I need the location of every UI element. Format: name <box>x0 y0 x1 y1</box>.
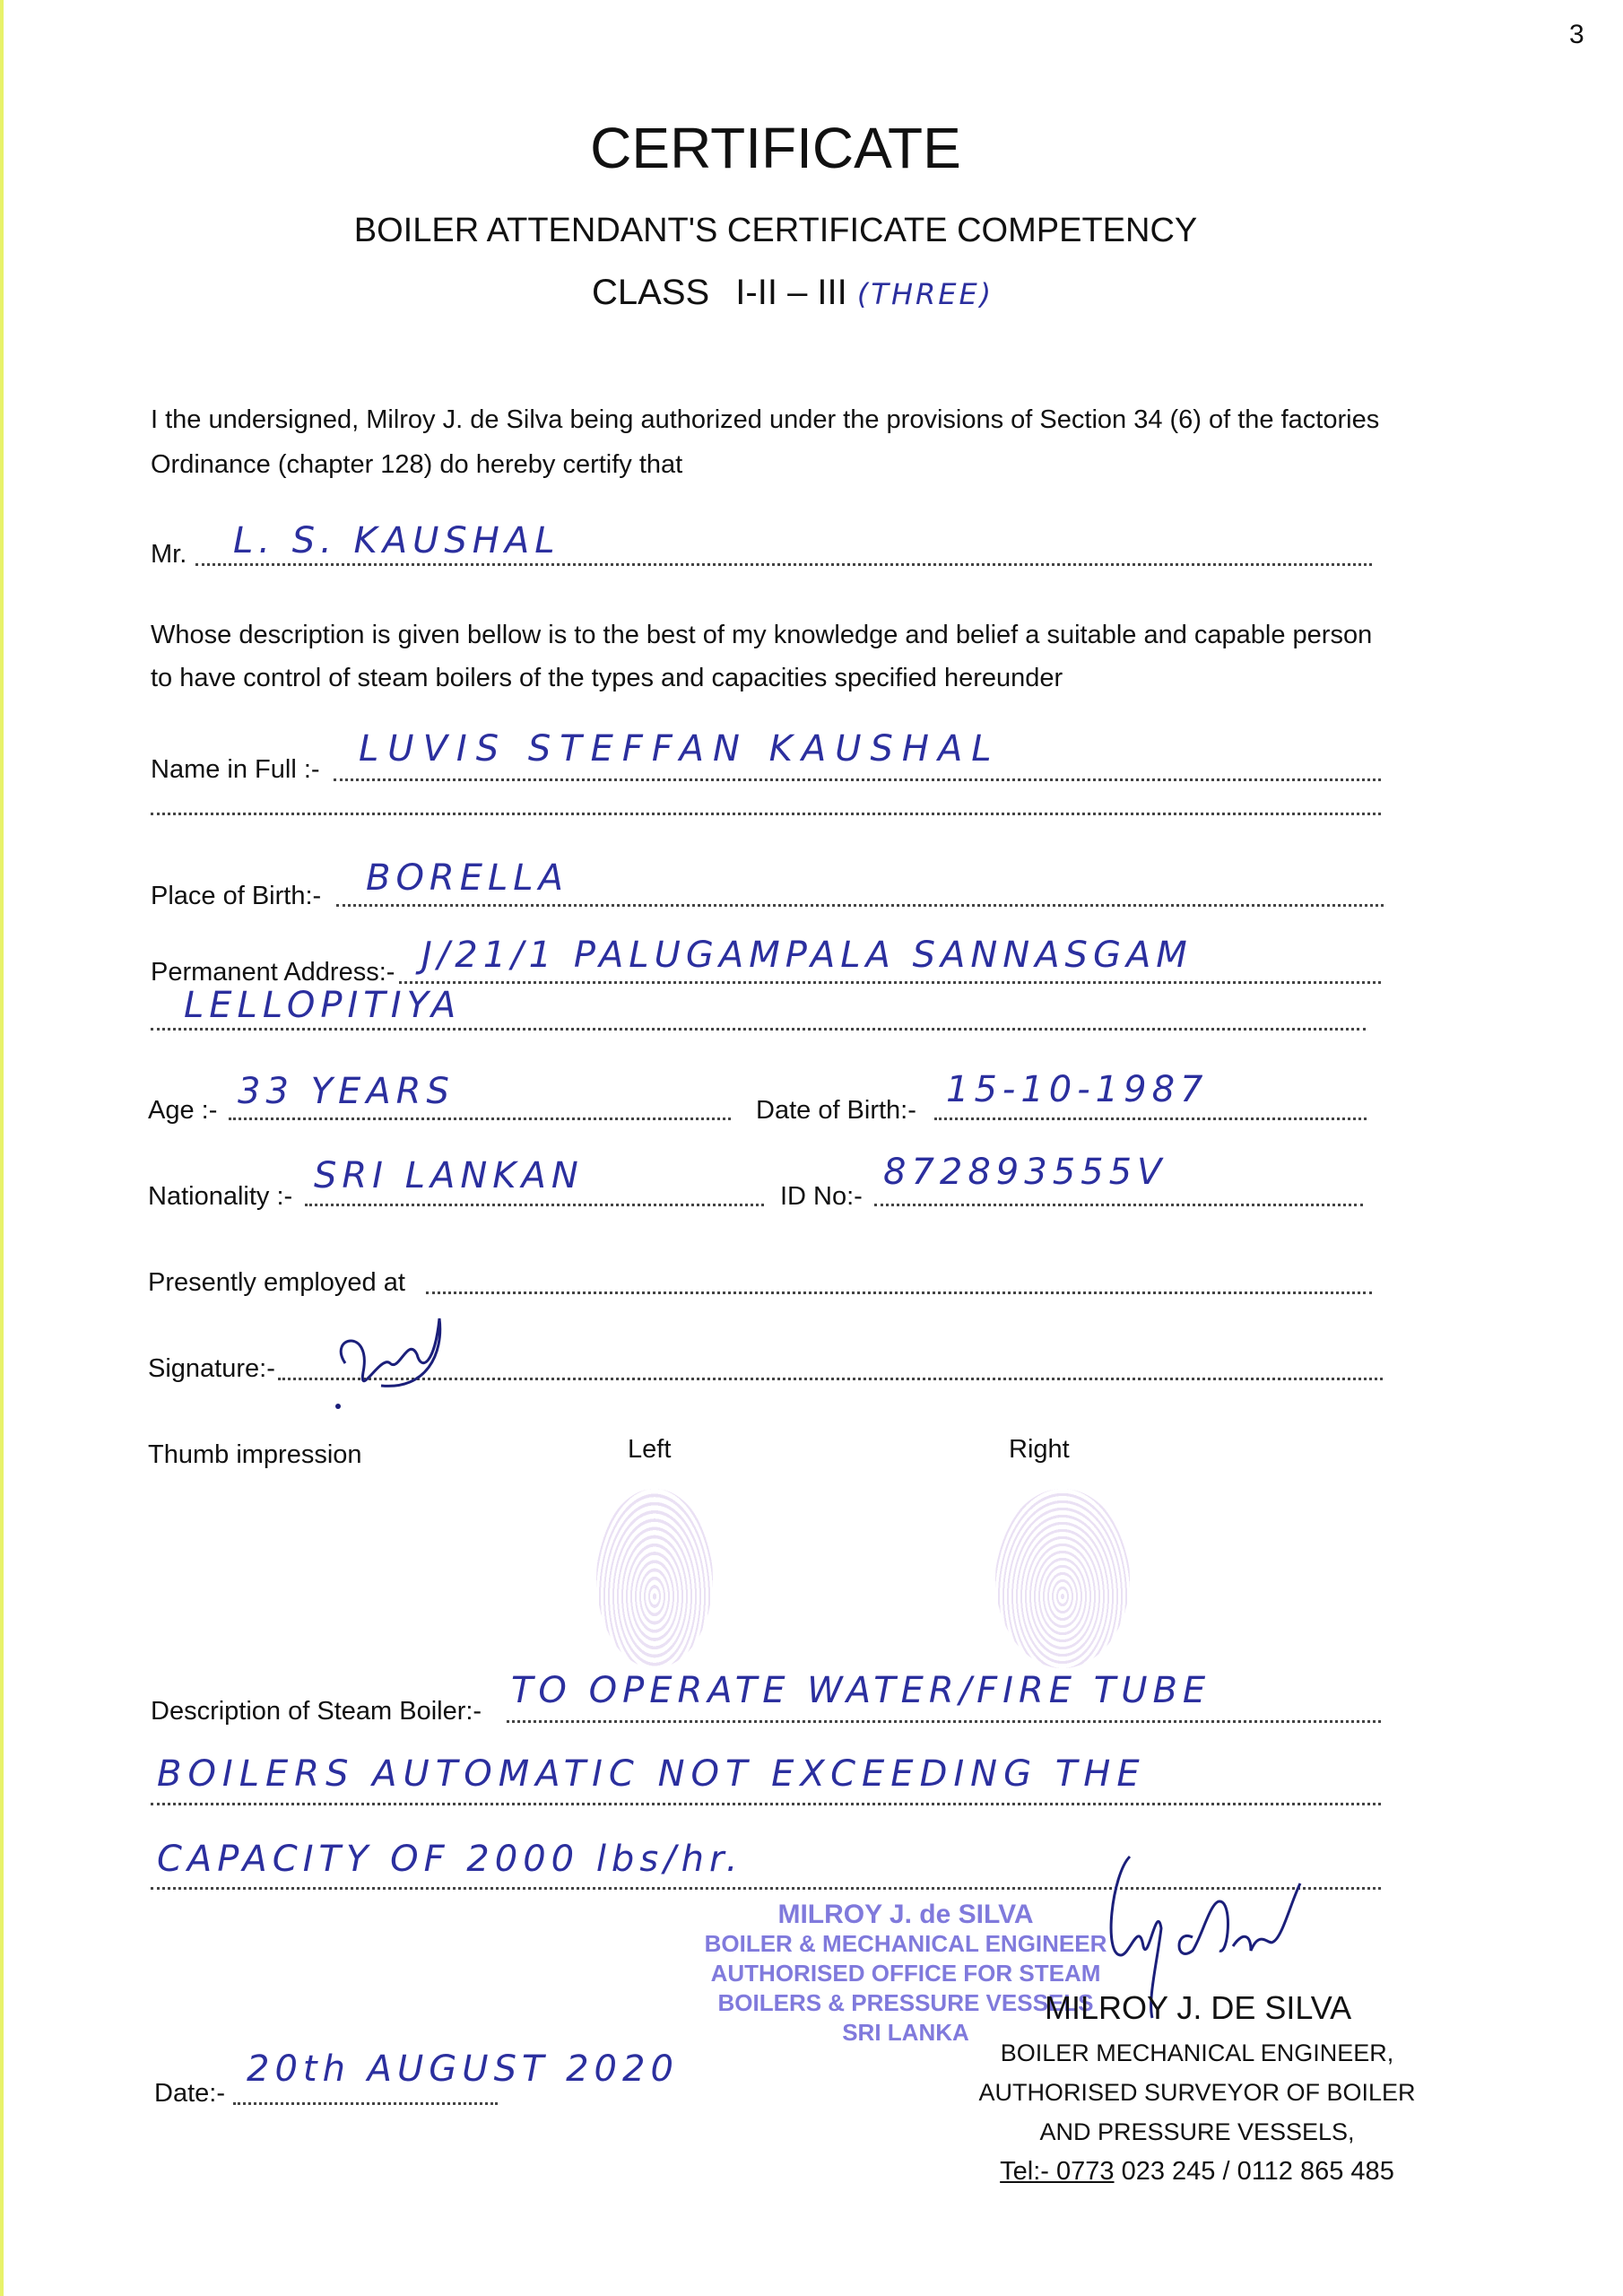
address-value-1: J/21/1 PALUGAMPALA SANNASGAM <box>421 935 1193 976</box>
class-label: CLASS <box>592 273 710 312</box>
description-intro-1: Whose description is given bellow is to the best of my knowledge and belief a suitable and capable person <box>151 621 1373 649</box>
mr-label: Mr. <box>151 540 187 569</box>
class-printed: I-II – III <box>735 273 847 312</box>
stamp-line: BOILERS & PRESSURE VESSELS <box>717 1989 1094 2016</box>
date-line <box>233 2102 498 2105</box>
certificate-subtitle: BOILER ATTENDANT'S CERTIFICATE COMPETENCY <box>353 212 1198 249</box>
stamp-line: MILROY J. de SILVA <box>777 1900 1034 1929</box>
signatory-name: MILROY J. DE SILVA <box>1045 1989 1352 2026</box>
thumb-label: Thumb impression <box>148 1440 362 1469</box>
address-value-2: LELLOPITIYA <box>184 985 462 1026</box>
signatory-role-2: AUTHORISED SURVEYOR OF BOILER <box>978 2079 1416 2106</box>
dob-label: Date of Birth:- <box>756 1096 916 1125</box>
boiler-value-2: BOILERS AUTOMATIC NOT EXCEEDING THE <box>157 1753 1146 1795</box>
signatory-tel <box>964 2157 1430 2187</box>
date-value: 20th AUGUST 2020 <box>247 2048 679 2090</box>
stamp-line: SRI LANKA <box>842 2019 969 2046</box>
stamp-line: BOILER & MECHANICAL ENGINEER <box>704 1930 1107 1957</box>
age-label: Age :- <box>148 1096 218 1125</box>
nationality-value: SRI LANKAN <box>314 1155 584 1196</box>
id-line <box>874 1204 1363 1206</box>
left-thumbprint <box>596 1489 713 1668</box>
date-label: Date:- <box>154 2079 225 2108</box>
mr-line <box>195 563 1372 566</box>
age-value: 33 YEARS <box>238 1071 455 1112</box>
employed-line <box>426 1292 1372 1294</box>
id-label: ID No:- <box>780 1182 863 1211</box>
name-line <box>334 778 1381 781</box>
boiler-line-1 <box>507 1720 1381 1723</box>
name-value: LUVIS STEFFAN KAUSHAL <box>359 728 1001 770</box>
name-line-2 <box>151 813 1381 815</box>
boiler-label: Description of Steam Boiler:- <box>151 1697 482 1726</box>
holder-signature <box>318 1300 453 1417</box>
scan-edge <box>0 0 4 2296</box>
nationality-label: Nationality :- <box>148 1182 293 1211</box>
id-value: 872893555V <box>883 1152 1167 1193</box>
signature-label: Signature:- <box>148 1354 275 1383</box>
boiler-value-3: CAPACITY OF 2000 lbs/hr. <box>157 1839 743 1880</box>
birthplace-line <box>336 904 1384 907</box>
boiler-value-1: TO OPERATE WATER/FIRE TUBE <box>511 1670 1211 1711</box>
tel-numbers: 023 245 / 0112 865 485 <box>1114 2157 1394 2186</box>
age-line <box>229 1118 731 1120</box>
class-handwritten: (THREE) <box>856 277 994 311</box>
intro-line-2: Ordinance (chapter 128) do hereby certify that <box>151 450 683 479</box>
mr-value: L. S. KAUSHAL <box>233 520 560 561</box>
address-line <box>399 981 1381 984</box>
nationality-line <box>305 1204 764 1206</box>
thumb-left-label: Left <box>628 1435 672 1464</box>
page-title: CERTIFICATE <box>590 116 961 180</box>
boiler-line-2 <box>151 1803 1381 1805</box>
tel-label: Tel:- 0773 <box>1000 2157 1115 2186</box>
employed-label: Presently employed at <box>148 1268 405 1297</box>
intro-line-1: I the undersigned, Milroy J. de Silva being authorized under the provisions of Section 34 (6) of the factories <box>151 405 1380 434</box>
page-number: 3 <box>1569 20 1584 49</box>
birthplace-label: Place of Birth:- <box>151 882 322 910</box>
address-label: Permanent Address:- <box>151 958 395 987</box>
class-line <box>592 273 994 313</box>
thumb-right-label: Right <box>1009 1435 1070 1464</box>
name-label: Name in Full :- <box>151 755 320 784</box>
dob-value: 15-10-1987 <box>946 1069 1209 1110</box>
signatory-role-1: BOILER MECHANICAL ENGINEER, <box>1000 2039 1394 2066</box>
stamp-line: AUTHORISED OFFICE FOR STEAM <box>710 1960 1101 1987</box>
address-line-2 <box>151 1028 1366 1031</box>
signatory-role-3: AND PRESSURE VESSELS, <box>1039 2118 1355 2145</box>
description-intro-2: to have control of steam boilers of the types and capacities specified hereunder <box>151 664 1063 692</box>
birthplace-value: BORELLA <box>366 857 568 899</box>
right-thumbprint <box>995 1489 1130 1668</box>
dob-line <box>934 1118 1367 1120</box>
